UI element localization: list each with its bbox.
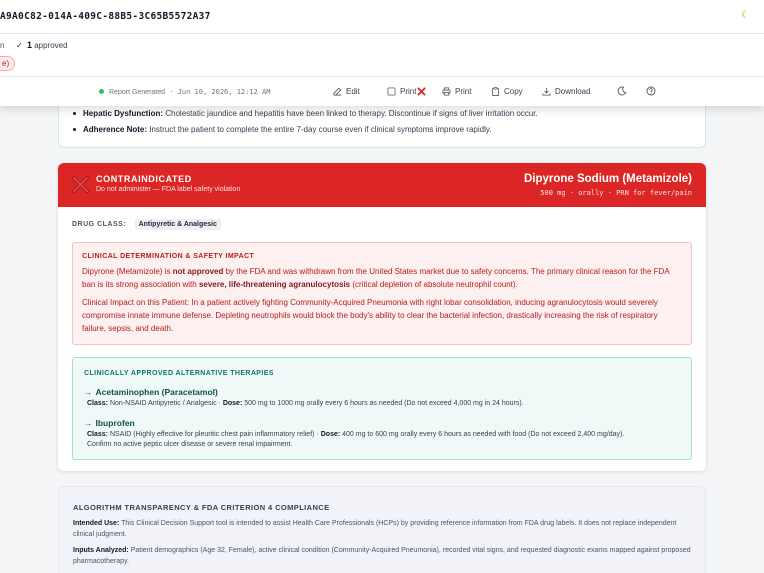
summary-fragment: n [0, 41, 5, 50]
precautions-list [73, 109, 538, 141]
status-subtitle: Do not administer — FDA label safety violation [96, 186, 241, 193]
alternative-item: → Ibuprofen Class: NSAID (Highly effective for pleuritic chest pain inflammatory relief) · Dose: 400 mg to 600 mg orally every 6 hours as needed with food (Do not exceed 2,400 mg/day). Confirm no active peptic ulcer disease or severe renal impairment. [84, 418, 625, 448]
download-button[interactable]: Download [542, 87, 591, 96]
drug-class-badge: Antipyretic & Analgesic [135, 219, 221, 230]
approved-count: ✓ 1 approved [16, 40, 68, 50]
print-button[interactable]: Print [442, 87, 471, 96]
red-x-icon [417, 87, 426, 96]
edit-button[interactable]: Edit [333, 87, 360, 96]
clinical-impact-paragraph: Clinical Impact on this Patient: In a patient actively fighting Community-Acquired Pneumonia with right lobar consolidation, inducing agranulocytosis would severely compromise innate immune defense. Depleting neutrophils would block the body's ability to clear the bacterial infection, drastically increasing the risk of respiratory failure, sepsis, and death. [82, 298, 658, 333]
list-item: Hepatic Dysfunction: Cholestatic jaundice and hepatitis have been linked to therapy. Discontinue if signs of liver irritation occur. [73, 109, 538, 118]
check-icon: ✓ [16, 41, 23, 50]
inputs-analyzed-text: Inputs Analyzed: Patient demographics (Age 32, Female), active clinical condition (Community-Acquired Pneumonia), recorded vital signs, and requested diagnostic exams mapped against proposed pharmacotherapy. [73, 547, 691, 565]
moon-icon[interactable]: ☾ [741, 10, 750, 21]
alternatives-box [72, 357, 692, 460]
list-item: Adherence Note: Instruct the patient to complete the entire 7-day course even if clinical symptoms improve rapidly. [73, 125, 538, 134]
arrow-right-icon: → [84, 387, 93, 397]
copy-button[interactable]: Copy [491, 87, 523, 96]
clinical-determination-box [72, 242, 692, 345]
drug-name: Dipyrone Sodium (Metamizole) [523, 173, 692, 185]
determination-paragraph: Dipyrone (Metamizole) is not approved by the FDA and was withdrawn from the United States market due to safety concerns. The primary clinical reason for the FDA ban is its strong association with severe, life-threatening agranulocytosis (critical depletion of absolute neutrophil count). [82, 267, 670, 289]
top-header [0, 0, 764, 34]
status-dot-icon [99, 89, 104, 94]
print-cancel-button[interactable]: Print [387, 87, 426, 96]
status-title: CONTRAINDICATED [96, 174, 192, 184]
alternative-item: → Acetaminophen (Paracetamol) Class: Non-NSAID Antipyretic / Analgesic · Dose: 500 mg to 1000 mg orally every 6 hours as needed (Do not exceed 4,000 mg in 24 hours). [84, 387, 524, 407]
drug-class: DRUG CLASS: Antipyretic & Analgesic [72, 219, 221, 230]
clipboard-icon [491, 87, 500, 96]
section-heading: CLINICAL DETERMINATION & SAFETY IMPACT [82, 253, 255, 260]
intended-use-text: Intended Use: This Clinical Decision Support tool is intended to assist Health Care Professionals (HCPs) by providing reference information from FDA drug labels. It does not replace independent clinical judgment. [73, 520, 677, 538]
printer-icon [442, 87, 451, 96]
contraindicated-drug-card [58, 163, 706, 471]
algorithm-transparency-card [58, 486, 706, 573]
section-heading: CLINICALLY APPROVED ALTERNATIVE THERAPIES [84, 370, 274, 377]
dark-mode-button[interactable] [617, 86, 627, 98]
dose-line: 500 mg · orally · PRN for fever/pain [540, 189, 692, 197]
checkbox-icon [387, 87, 396, 96]
record-id: A9A0C82-014A-409C-88B5-3C65B5572A37 [0, 11, 211, 22]
previous-drug-card [58, 100, 706, 148]
download-icon [542, 87, 551, 96]
edit-icon [333, 87, 342, 96]
report-status: Report Generated · Jun 10, 2026, 12:12 AM [99, 88, 270, 96]
status-pill[interactable]: e) [0, 56, 15, 71]
report-toolbar [0, 76, 764, 106]
section-heading: ALGORITHM TRANSPARENCY & FDA CRITERION 4 COMPLIANCE [73, 503, 330, 512]
contraindicated-banner [58, 163, 706, 207]
help-button[interactable] [646, 86, 656, 98]
arrow-right-icon: → [84, 418, 93, 428]
moon-outline-icon [617, 86, 627, 96]
contraindicated-x-icon [71, 175, 90, 194]
summary-bar [0, 34, 764, 76]
help-icon [646, 86, 656, 96]
